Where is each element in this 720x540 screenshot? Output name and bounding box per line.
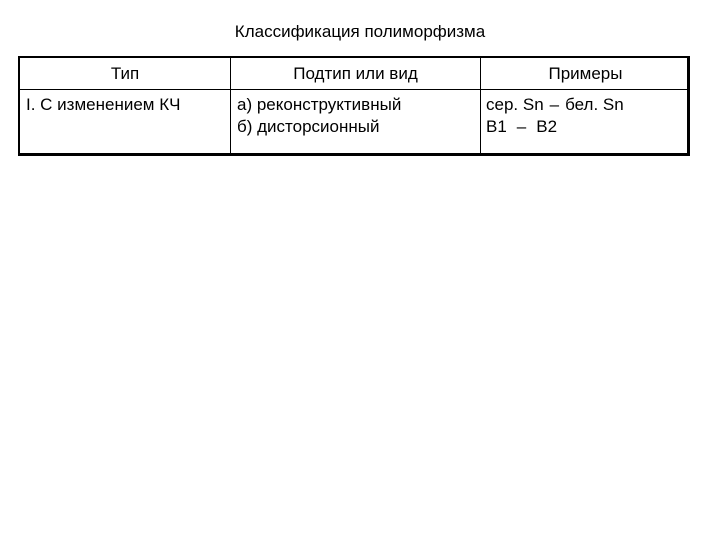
example-from: B1: [486, 117, 507, 136]
header-divider: [20, 89, 687, 90]
cell-subtypes: [237, 94, 401, 138]
cell-type: I. С изменением КЧ: [26, 95, 181, 114]
header-subtype: Подтип или вид: [293, 64, 418, 83]
header-examples: Примеры: [548, 64, 623, 83]
example-dash: –: [516, 117, 527, 136]
classification-table: [18, 56, 690, 156]
example-to: бел. Sn: [565, 95, 624, 114]
example-from: сер. Sn: [486, 95, 544, 114]
subtype-reconstructive: а) реконструктивный: [237, 95, 402, 114]
header-type: Тип: [110, 64, 140, 83]
example-dash: –: [549, 95, 560, 114]
example-line: [486, 116, 624, 138]
subtype-distortional: б) дисторсионный: [237, 117, 380, 136]
cell-examples: [486, 94, 624, 138]
page-title: Классификация полиморфизма: [234, 22, 486, 41]
example-line: [486, 94, 624, 116]
example-to: B2: [536, 117, 558, 136]
